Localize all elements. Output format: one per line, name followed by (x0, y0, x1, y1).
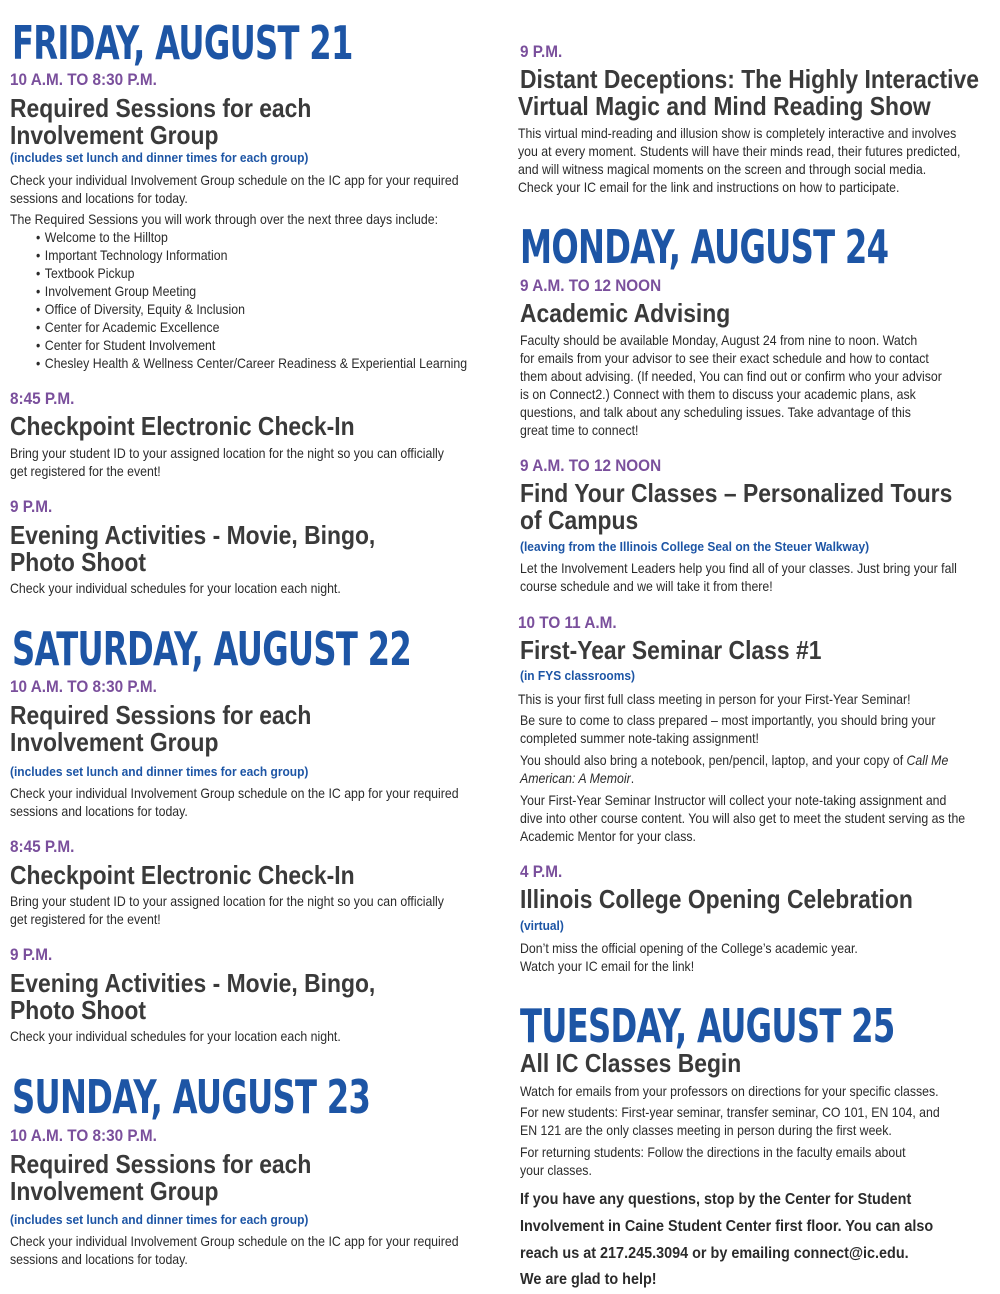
sunday-magic-title-1: Distant Deceptions: The Highly Interactive (520, 64, 979, 94)
list-item: • Center for Academic Excellence (36, 318, 467, 336)
saturday-heading: SATURDAY, AUGUST 22 (12, 622, 412, 676)
saturday-checkin-body-2: get registered for the event! (10, 911, 161, 927)
sunday-required-sub: (includes set lunch and dinner times for each group) (10, 1212, 309, 1227)
monday-advising-title: Academic Advising (520, 298, 731, 328)
monday-tours-body-1: Let the Involvement Leaders help you find all of your classes. Just bring your fall (520, 560, 957, 576)
monday-fys-p2-2: completed summer note-taking assignment! (520, 730, 759, 746)
list-item: • Chesley Health & Wellness Center/Career Readiness & Experiential Learning (36, 354, 467, 372)
fys-p3-end: . (630, 770, 635, 786)
sunday-magic-body-4: Check your IC email for the link and instructions on how to participate. (518, 179, 900, 195)
tuesday-title: All IC Classes Begin (520, 1048, 742, 1078)
friday-required-list (22, 228, 526, 372)
monday-fys-sub: (in FYS classrooms) (520, 668, 635, 683)
fys-book-title-2: American: A Memoir (520, 770, 631, 786)
friday-evening-body: Check your individual schedules for your location each night. (10, 580, 341, 596)
friday-heading: FRIDAY, AUGUST 21 (12, 16, 353, 70)
sunday-required-title-1: Required Sessions for each (10, 1149, 312, 1179)
sunday-heading: SUNDAY, AUGUST 23 (12, 1070, 371, 1124)
monday-tours-body-2: course schedule and we will take it from there! (520, 578, 773, 594)
monday-tours-sub: (leaving from the Illinois College Seal on the Steuer Walkway) (520, 539, 870, 554)
friday-checkin-body-2: get registered for the event! (10, 463, 161, 479)
list-item: • Textbook Pickup (36, 264, 467, 282)
monday-advising-body-3: them about advising. (If needed, You can find out or confirm who your advisor (520, 368, 942, 384)
tuesday-p2-2: EN 121 are the only classes meeting in person during the first week. (520, 1122, 892, 1138)
saturday-checkin-title: Checkpoint Electronic Check-In (10, 860, 355, 890)
closing-line-3: reach us at 217.245.3094 or by emailing connect@ic.edu. (520, 1245, 909, 1262)
saturday-checkin-time: 8:45 P.M. (10, 837, 75, 856)
monday-tours-title-1: Find Your Classes – Personalized Tours (520, 478, 953, 508)
monday-tours-time: 9 A.M. TO 12 NOON (520, 456, 662, 475)
friday-evening-time: 9 P.M. (10, 497, 53, 516)
tuesday-p3-1: For returning students: Follow the directions in the faculty emails about (520, 1144, 906, 1160)
sunday-required-body-1: Check your individual Involvement Group schedule on the IC app for your required (10, 1233, 459, 1249)
saturday-evening-time: 9 P.M. (10, 945, 53, 964)
friday-required-title-2: Involvement Group (10, 120, 219, 150)
saturday-evening-body: Check your individual schedules for your location each night. (10, 1028, 341, 1044)
sunday-magic-title-2: Virtual Magic and Mind Reading Show (518, 91, 931, 121)
sunday-magic-time: 9 P.M. (520, 42, 563, 61)
list-item: • Involvement Group Meeting (36, 282, 467, 300)
list-item: • Center for Student Involvement (36, 336, 467, 354)
tuesday-p3-2: your classes. (520, 1162, 592, 1178)
saturday-evening-title-2: Photo Shoot (10, 995, 146, 1025)
list-item: • Welcome to the Hilltop (36, 228, 467, 246)
closing-line-2: Involvement in Caine Student Center first floor. You can also (520, 1218, 934, 1235)
sunday-required-title-2: Involvement Group (10, 1176, 219, 1206)
saturday-required-sub: (includes set lunch and dinner times for each group) (10, 764, 309, 779)
monday-advising-body-2: for emails from your advisor to see their exact schedule and how to contact (520, 350, 929, 366)
monday-fys-title: First-Year Seminar Class #1 (520, 635, 822, 665)
fys-p3-text: You should also bring a notebook, pen/pencil, laptop, and your copy of (520, 752, 907, 768)
friday-required-time: 10 A.M. TO 8:30 P.M. (10, 70, 157, 89)
closing-line-4: We are glad to help! (520, 1271, 657, 1288)
friday-required-sub: (includes set lunch and dinner times for each group) (10, 150, 309, 165)
tuesday-p1: Watch for emails from your professors on directions for your specific classes. (520, 1083, 939, 1099)
closing-line-1: If you have any questions, stop by the Center for Student (520, 1191, 912, 1208)
saturday-required-body-1: Check your individual Involvement Group schedule on the IC app for your required (10, 785, 459, 801)
monday-advising-body-6: great time to connect! (520, 422, 639, 438)
monday-fys-p3-line1 (520, 751, 948, 769)
monday-fys-p4-2: dive into other course content. You will also get to meet the student serving as the (520, 810, 966, 826)
monday-fys-p3-line2 (520, 769, 634, 787)
monday-tours-title-2: of Campus (520, 505, 639, 535)
list-item: • Office of Diversity, Equity & Inclusion (36, 300, 467, 318)
monday-opening-title: Illinois College Opening Celebration (520, 884, 913, 914)
saturday-required-title-1: Required Sessions for each (10, 700, 312, 730)
monday-advising-body-5: questions, and talk about any scheduling issues. Take advantage of this (520, 404, 911, 420)
tuesday-heading: TUESDAY, AUGUST 25 (520, 999, 895, 1053)
monday-opening-body-2: Watch your IC email for the link! (520, 958, 695, 974)
monday-advising-body-1: Faculty should be available Monday, August 24 from nine to noon. Watch (520, 332, 918, 348)
sunday-magic-body-3: and will witness magical moments on the screen and through social media. (518, 161, 927, 177)
fys-book-title-1: Call Me (906, 752, 949, 768)
saturday-required-body-2: sessions and locations for today. (10, 803, 188, 819)
monday-opening-sub: (virtual) (520, 918, 564, 933)
friday-evening-title-2: Photo Shoot (10, 547, 146, 577)
monday-advising-body-4: is on Connect2.) Connect with them to discuss your academic plans, ask (520, 386, 916, 402)
monday-fys-p4-3: Academic Mentor for your class. (520, 828, 696, 844)
saturday-required-title-2: Involvement Group (10, 727, 219, 757)
friday-required-body-2: sessions and locations for today. (10, 190, 188, 206)
friday-checkin-title: Checkpoint Electronic Check-In (10, 411, 355, 441)
list-item: • Important Technology Information (36, 246, 467, 264)
saturday-checkin-body-1: Bring your student ID to your assigned location for the night so you can officially (10, 893, 444, 909)
saturday-evening-title-1: Evening Activities - Movie, Bingo, (10, 968, 376, 998)
monday-fys-p4-1: Your First-Year Seminar Instructor will collect your note-taking assignment and (520, 792, 947, 808)
saturday-required-time: 10 A.M. TO 8:30 P.M. (10, 677, 157, 696)
monday-advising-time: 9 A.M. TO 12 NOON (520, 276, 662, 295)
friday-checkin-body-1: Bring your student ID to your assigned location for the night so you can officially (10, 445, 444, 461)
sunday-magic-body-2: you at every moment. Students will have their minds read, their futures predicted, (518, 143, 961, 159)
tuesday-p2-1: For new students: First-year seminar, transfer seminar, CO 101, EN 104, and (520, 1104, 940, 1120)
monday-heading: MONDAY, AUGUST 24 (520, 220, 889, 274)
monday-fys-p1: This is your first full class meeting in person for your First-Year Seminar! (518, 691, 911, 707)
monday-opening-body-1: Don’t miss the official opening of the College’s academic year. (520, 940, 858, 956)
monday-fys-p2-1: Be sure to come to class prepared – most importantly, you should bring your (520, 712, 936, 728)
friday-evening-title-1: Evening Activities - Movie, Bingo, (10, 520, 376, 550)
monday-fys-time: 10 TO 11 A.M. (518, 613, 617, 632)
friday-required-title-1: Required Sessions for each (10, 93, 312, 123)
sunday-required-body-2: sessions and locations for today. (10, 1251, 188, 1267)
friday-required-intro: The Required Sessions you will work through over the next three days include: (10, 211, 439, 227)
sunday-magic-body-1: This virtual mind-reading and illusion show is completely interactive and involves (518, 125, 957, 141)
monday-opening-time: 4 P.M. (520, 862, 563, 881)
friday-required-body-1: Check your individual Involvement Group schedule on the IC app for your required (10, 172, 459, 188)
sunday-required-time: 10 A.M. TO 8:30 P.M. (10, 1126, 157, 1145)
friday-checkin-time: 8:45 P.M. (10, 389, 75, 408)
